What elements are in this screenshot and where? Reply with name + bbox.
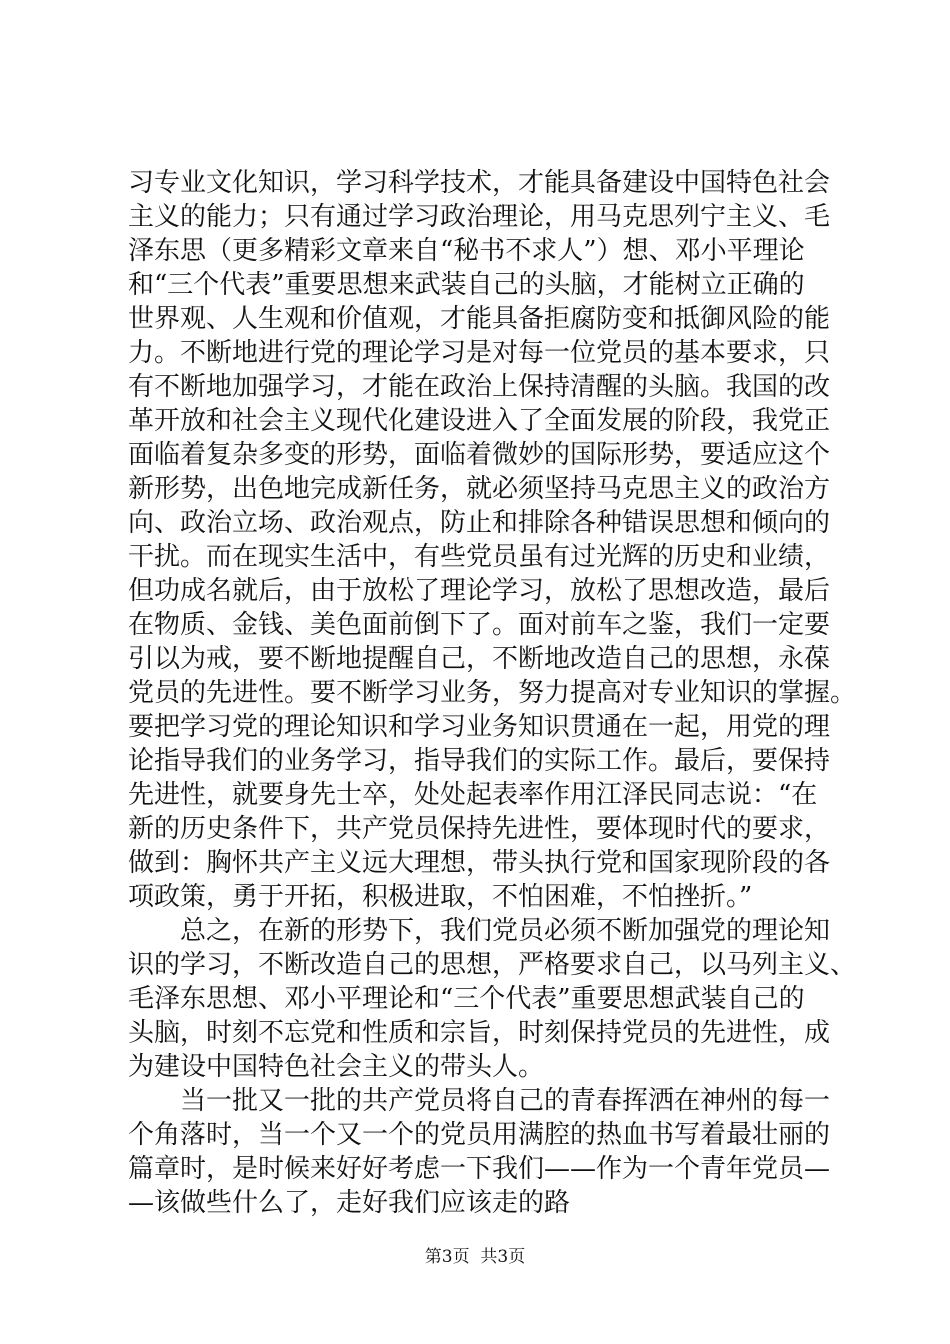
text-line: 识的学习，不断改造自己的思想，严格要求自己，以马列主义、 (128, 950, 857, 980)
text-line: 引以为戒，要不断地提醒自己，不断地改造自己的思想，永葆 (128, 644, 831, 674)
text-line: 在物质、金钱、美色面前倒下了。面对前车之鉴，我们一定要 (128, 610, 831, 640)
text-line: 有不断地加强学习，才能在政治上保持清醒的头脑。我国的改 (128, 372, 831, 402)
text-line: 新形势，出色地完成新任务，就必须坚持马克思主义的政治方 (128, 474, 831, 504)
text-line: 要把学习党的理论知识和学习业务知识贯通在一起，用党的理 (128, 712, 831, 742)
text-line: 干扰。而在现实生活中，有些党员虽有过光辉的历史和业绩， (128, 542, 831, 572)
text-line: 新的历史条件下，共产党员保持先进性，要体现时代的要求， (128, 814, 831, 844)
text-line: 但功成名就后，由于放松了理论学习，放松了思想改造，最后 (128, 576, 831, 606)
text-line: 项政策，勇于开拓，积极进取，不怕困难，不怕挫折。” (128, 882, 753, 912)
page-footer (0, 1242, 950, 1267)
text-line: 篇章时，是时候来好好考虑一下我们——作为一个青年党员— (128, 1154, 831, 1184)
paragraph-2 (128, 914, 857, 1084)
text-line: 党员的先进性。要不断学习业务，努力提高对专业知识的掌握。 (128, 678, 857, 708)
text-line: —该做些什么了，走好我们应该走的路 (128, 1188, 571, 1218)
text-line: 论指导我们的业务学习，指导我们的实际工作。最后，要保持 (128, 746, 831, 776)
text-line: 头脑，时刻不忘党和性质和宗旨，时刻保持党员的先进性，成 (128, 1018, 831, 1048)
text-line: 革开放和社会主义现代化建设进入了全面发展的阶段，我党正 (128, 406, 831, 436)
text-line: 总之，在新的形势下，我们党员必须不断加强党的理论知 (128, 916, 831, 946)
text-line: 力。不断地进行党的理论学习是对每一位党员的基本要求，只 (128, 338, 831, 368)
page-number-label: 第3页 共3页 (424, 1247, 526, 1267)
text-line: 和“三个代表”重要思想来武装自己的头脑，才能树立正确的 (128, 270, 805, 300)
text-line: 毛泽东思想、邓小平理论和“三个代表”重要思想武装自己的 (128, 984, 805, 1014)
text-line: 向、政治立场、政治观点，防止和排除各种错误思想和倾向的 (128, 508, 831, 538)
paragraph-3 (128, 1084, 831, 1220)
text-line: 做到：胸怀共产主义远大理想，带头执行党和国家现阶段的各 (128, 848, 831, 878)
text-line: 泽东思（更多精彩文章来自“秘书不求人”）想、邓小平理论 (128, 236, 805, 266)
text-line: 主义的能力；只有通过学习政治理论，用马克思列宁主义、毛 (128, 202, 831, 232)
body-text (128, 166, 857, 1220)
text-line: 先进性，就要身先士卒，处处起表率作用江泽民同志说：“在 (128, 780, 818, 810)
text-line: 为建设中国特色社会主义的带头人。 (128, 1052, 545, 1082)
text-line: 习专业文化知识，学习科学技术，才能具备建设中国特色社会 (128, 168, 831, 198)
text-line: 当一批又一批的共产党员将自己的青春挥洒在神州的每一 (128, 1086, 831, 1116)
paragraph-1 (128, 166, 857, 914)
text-line: 面临着复杂多变的形势，面临着微妙的国际形势，要适应这个 (128, 440, 831, 470)
text-line: 个角落时，当一个又一个的党员用满腔的热血书写着最壮丽的 (128, 1120, 831, 1150)
text-line: 世界观、人生观和价值观，才能具备拒腐防变和抵御风险的能 (128, 304, 831, 334)
